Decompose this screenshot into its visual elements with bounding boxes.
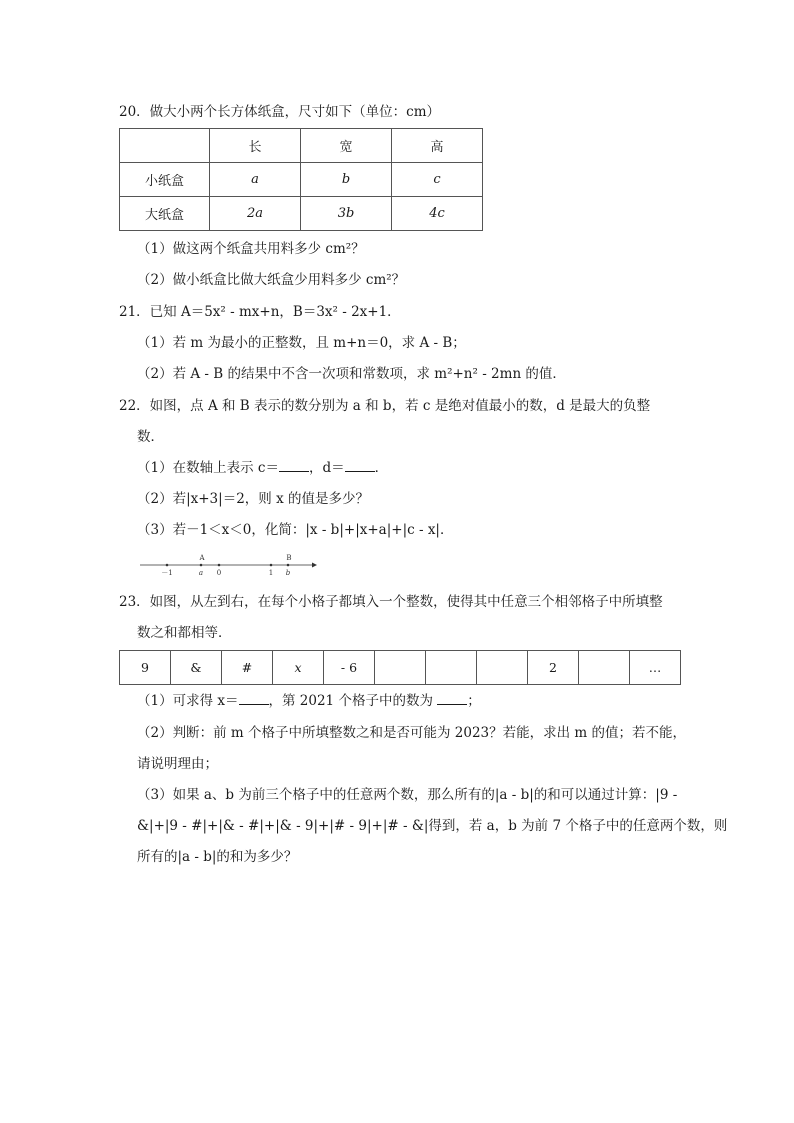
table-row bbox=[120, 163, 483, 197]
tick-label: 1 bbox=[268, 569, 274, 577]
q20-part1: （1）做这两个纸盒共用料多少 cm²？ bbox=[137, 241, 365, 257]
q21-part2: （2）若 A - B 的结果中不含一次项和常数项，求 m²+n² - 2mn 的值． bbox=[137, 366, 566, 382]
q23-stem-line1: 23．如图，从左到右，在每个小格子都填入一个整数，使得其中任意三个相邻格子中所填整 bbox=[119, 594, 663, 610]
q23-part2-line1: （2）判断：前 m 个格子中所填整数之和是否可能为 2023？若能，求出 m 的值；若不能， bbox=[137, 725, 687, 741]
answer-blank[interactable] bbox=[239, 692, 269, 705]
box-size-table bbox=[119, 128, 483, 231]
point-b bbox=[287, 564, 290, 567]
q20-part2: （2）做小纸盒比做大纸盒少用料多少 cm²？ bbox=[137, 272, 406, 288]
grid-cell bbox=[426, 651, 477, 685]
tick-point bbox=[166, 564, 169, 567]
answer-blank[interactable] bbox=[345, 459, 375, 472]
tick-label: 0 bbox=[216, 569, 222, 577]
tick-point bbox=[270, 564, 273, 567]
table-cell: c bbox=[392, 163, 483, 197]
table-header-row bbox=[120, 129, 483, 163]
q23-part1-text-c: ； bbox=[467, 693, 481, 709]
grid-cell: 9 bbox=[120, 651, 171, 685]
tick-point bbox=[218, 564, 221, 567]
point-label: A bbox=[199, 554, 205, 562]
q22-stem-line1: 22．如图，点 A 和 B 表示的数分别为 a 和 b，若 c 是绝对值最小的数，d 是最大的负整 bbox=[119, 398, 651, 414]
table-cell: a bbox=[210, 163, 301, 197]
table-cell: b bbox=[301, 163, 392, 197]
arrow-icon bbox=[312, 563, 317, 568]
table-row bbox=[120, 197, 483, 231]
grid-cell: - 6 bbox=[324, 651, 375, 685]
grid-cell: … bbox=[630, 651, 681, 685]
table-header-cell: 长 bbox=[210, 129, 301, 163]
grid-cell bbox=[579, 651, 630, 685]
tick-label: a bbox=[198, 569, 204, 577]
grid-row bbox=[120, 651, 681, 685]
point-label: B bbox=[286, 554, 292, 562]
q22-part3: （3）若－1＜x＜0，化简：|x - b|+|x+a|+|c - x|． bbox=[137, 522, 454, 538]
table-cell: 4c bbox=[392, 197, 483, 231]
grid-cell: # bbox=[222, 651, 273, 685]
q23-part1 bbox=[137, 692, 481, 710]
grid-cell bbox=[375, 651, 426, 685]
answer-blank[interactable] bbox=[279, 459, 309, 472]
tick-label: b bbox=[285, 569, 291, 577]
table-cell: 3b bbox=[301, 197, 392, 231]
table-cell: 小纸盒 bbox=[120, 163, 210, 197]
table-header-cell: 高 bbox=[392, 129, 483, 163]
q21-part1: （1）若 m 为最小的正整数，且 m+n＝0，求 A - B； bbox=[137, 335, 466, 351]
q23-stem-line2: 数之和都相等． bbox=[137, 625, 232, 641]
q23-part1-text-a: （1）可求得 x＝ bbox=[137, 693, 239, 709]
q20-stem: 20．做大小两个长方体纸盒，尺寸如下（单位：cm） bbox=[119, 104, 441, 120]
table-cell: 大纸盒 bbox=[120, 197, 210, 231]
q22-part2: （2）若|x+3|＝2，则 x 的值是多少？ bbox=[137, 491, 369, 507]
grid-cell: 2 bbox=[528, 651, 579, 685]
q23-part3-line3: 所有的|a - b|的和为多少？ bbox=[137, 849, 298, 865]
q23-part3-line2: &|+|9 - #|+|& - #|+|& - 9|+|# - 9|+|# - &|得到，若 a，b 为前 7 个格子中的任意两个数，则 bbox=[137, 818, 728, 834]
grid-cell bbox=[477, 651, 528, 685]
q22-part1 bbox=[137, 459, 388, 477]
grid-cell: & bbox=[171, 651, 222, 685]
q22-stem-line2: 数． bbox=[137, 429, 164, 445]
table-header-cell bbox=[120, 129, 210, 163]
point-a bbox=[200, 564, 203, 567]
q22-part1-text-a: （1）在数轴上表示 c＝ bbox=[137, 460, 279, 476]
table-cell: 2a bbox=[210, 197, 301, 231]
table-header-cell: 宽 bbox=[301, 129, 392, 163]
grid-cell: x bbox=[273, 651, 324, 685]
number-grid bbox=[119, 650, 681, 685]
q23-part1-text-b: ，第 2021 个格子中的数为 bbox=[268, 693, 438, 709]
q23-part2-line2: 请说明理由； bbox=[137, 756, 218, 772]
q23-part3-line1: （3）如果 a、b 为前三个格子中的任意两个数，那么所有的|a - b|的和可以通过计算：|9 - bbox=[137, 787, 678, 803]
q22-part1-text-b: ，d＝ bbox=[308, 460, 345, 476]
q21-stem: 21．已知 A＝5x² - mx+n，B＝3x² - 2x+1． bbox=[119, 304, 401, 320]
q22-part1-text-c: ． bbox=[374, 460, 389, 476]
tick-label: －1 bbox=[161, 569, 173, 577]
answer-blank[interactable] bbox=[437, 692, 467, 705]
number-line-figure bbox=[140, 553, 320, 579]
